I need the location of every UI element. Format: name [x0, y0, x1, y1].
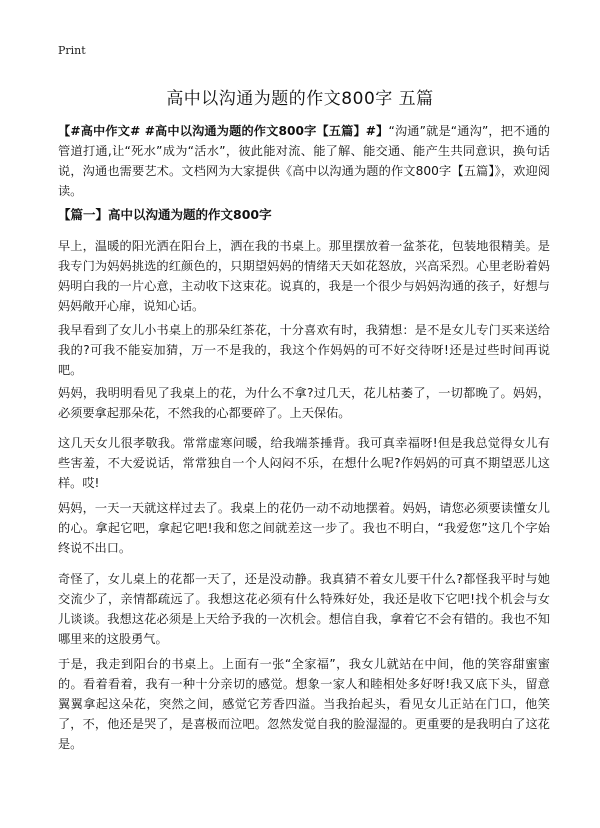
body-paragraph-7: 于是，我走到阳台的书桌上。上面有一张“全家福”，我女儿就站在中间，他的笑容甜蜜蜜的。看着看着，我有一种十分亲切的感觉。想象一家人和睦相处多好呀!我又底下头，留意翼翼拿起这朵花，突然之间，感觉它芳香四溢。当我抬起头，看见女儿正站在门口，他笑了，不，他还是哭了，是喜极而泣吧。忽然发觉自我的脸湿湿的。更重要的是我明白了这花是。: [58, 657, 550, 751]
section-heading: 【篇一】高中以沟通为题的作文800字: [58, 207, 272, 222]
intro-paragraph: [58, 121, 550, 201]
body-paragraph-1: 早上，温暖的阳光洒在阳台上，洒在我的书桌上。那里摆放着一盆茶花，包装地很精美。是我专门为妈妈挑选的红颜色的，只期望妈妈的情绪天天如花怒放，兴高采烈。心里老盼着妈妈明白我的一片心意，主动收下这束花。说真的，我是一个很少与妈妈沟通的孩子，好想与妈妈敞开心扉，说知心话。: [58, 239, 550, 313]
print-link[interactable]: Print: [58, 44, 86, 57]
body-paragraph-4: 这几天女儿很孝敬我。常常虚寒问暖，给我端茶捶背。我可真幸福呀!但是我总觉得女儿有些害羞，不大爱说话，常常独自一个人闷闷不乐，在想什么呢?作妈妈的可真不期望恶儿这样。哎!: [58, 436, 550, 490]
body-paragraph-5: 妈妈，一天一天就这样过去了。我桌上的花仍一动不动地摆着。妈妈，请您必须要读懂女儿的心。拿起它吧，拿起它吧!我和您之间就差这一步了。我也不明白，“我爱您”这几个字始终说不出口。: [58, 501, 550, 555]
body-paragraph-2: 我早看到了女儿小书桌上的那朵红茶花，十分喜欢有时，我猜想：是不是女儿专门买来送给我的?可我不能妄加猜，万一不是我的，我这个作妈妈的可不好交待呀!还是过些时间再说吧。: [58, 323, 550, 377]
intro-tags: 【#高中作文# #高中以沟通为题的作文800字【五篇】#】: [58, 124, 389, 138]
document-title: 高中以沟通为题的作文800字 五篇: [166, 89, 434, 109]
intro-text: “沟通”就是“通沟”，把不通的管道打通,让“死水”成为“活水”，彼此能对流、能了解、能交通、能产生共同意识，换句话说，沟通也需要艺术。文档网为大家提供《高中以沟通为题的作文800字【五篇】》，欢迎阅读。: [58, 124, 550, 198]
body-paragraph-3: 妈妈，我明明看见了我桌上的花，为什么不拿?过几天，花儿枯萎了，一切都晚了。妈妈，必须要拿起那朵花，不然我的心都要碎了。上天保佑。: [58, 386, 550, 420]
body-paragraph-6: 奇怪了，女儿桌上的花都一天了，还是没动静。我真猜不着女儿要干什么?都怪我平时与她交流少了，亲情都疏远了。我想这花必须有什么特殊好处，我还是收下它吧!找个机会与女儿谈谈。我想这花必须是上天给予我的一次机会。想信自我，拿着它不会有错的。我也不知哪里来的这股勇气。: [58, 572, 550, 646]
